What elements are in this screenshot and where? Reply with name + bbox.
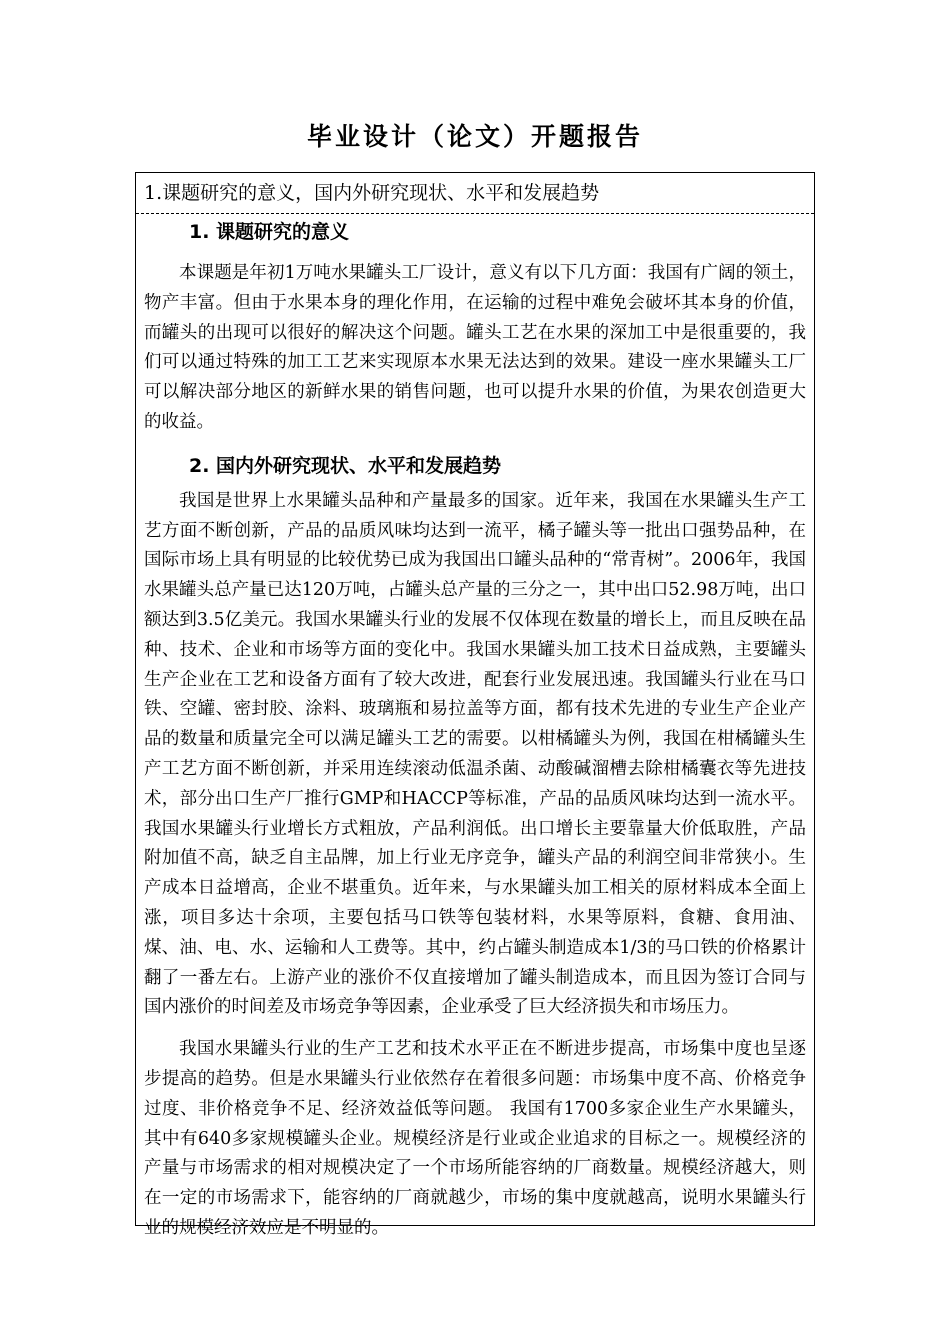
paragraph-research-status-1: 我国是世界上水果罐头品种和产量最多的国家。近年来，我国在水果罐头生产工艺方面不断创新，产品的品质风味均达到一流平，橘子罐头等一批出口强势品种，在国际市场上具有明显的比较优势已成为我国出口罐头品种的“常青树”。2006年，我国水果罐头总产量已达120万吨，占罐头总产量的三分之一，其中出口52.98万吨，出口额达到3.5亿美元。我国水果罐头行业的发展不仅体现在数量的增长上，而且反映在品种、技术、企业和市场等方面的变化中。我国水果罐头加工技术日益成熟，主要罐头生产企业在工艺和设备方面有了较大改进，配套行业发展迅速。我国罐头行业在马口铁、空罐、密封胶、涂料、玻璃瓶和易拉盖等方面，都有技术先进的专业生产企业产品的数量和质量完全可以满足罐头工艺的需要。以柑橘罐头为例，我国在柑橘罐头生产工艺方面不断创新，并采用连续滚动低温杀菌、动酸碱溜槽去除柑橘囊衣等先进技术，部分出口生产厂推行GMP和HACCP等标准，产品的品质风味均达到一流水平。我国水果罐头行业增长方式粗放，产品利润低。出口增长主要靠量大价低取胜，产品附加值不高，缺乏自主品牌，加上行业无序竞争，罐头产品的利润空间非常狭小。生产成本日益增高，企业不堪重负。近年来，与水果罐头加工相关的原材料成本全面上涨，项目多达十余项，主要包括马口铁等包装材料，水果等原料，食糖、食用油、煤、油、电、水、运输和人工费等。其中，约占罐头制造成本1/3的马口铁的价格累计翻了一番左右。上游产业的涨价不仅直接增加了罐头制造成本，而且因为签订合同与国内涨价的时间差及市场竞争等因素，企业承受了巨大经济损失和市场压力。 bbox=[144, 490, 806, 1018]
paragraph-significance: 本课题是年初1万吨水果罐头工厂设计，意义有以下几方面：我国有广阔的领土，物产丰富。但由于水果本身的理化作用，在运输的过程中难免会破坏其本身的价值，而罐头的出现可以很好的解决这个问题。罐头工艺在水果的深加工中是很重要的，我们可以通过特殊的加工工艺来实现原本水果无法达到的效果。建设一座水果罐头工厂可以解决部分地区的新鲜水果的销售问题，也可以提升水果的价值，为果农创造更大的收益。 bbox=[144, 263, 806, 432]
paragraph-research-status-2: 我国水果罐头行业的生产工艺和技术水平正在不断进步提高，市场集中度也呈逐步提高的趋势。但是水果罐头行业依然存在着很多问题：市场集中度不高、价格竞争过度、非价格竞争不足、经济效益低等问题。 我国有1700多家企业生产水果罐头，其中有640多家规模罐头企业。规模经济是行业或企业追求的目标之一。规模经济的产量与市场需求的相对规模决定了一个市场所能容纳的厂商数量。规模经济越大，则在一定的市场需求下，能容纳的厂商就越少，市场的集中度就越高，说明水果罐头行业的规模经济效应是不明显的。 bbox=[144, 1039, 806, 1238]
subsection-heading-research-status: 2. 国内外研究现状、水平和发展趋势 bbox=[189, 454, 502, 477]
page-title: 毕业设计（论文）开题报告 bbox=[306, 122, 643, 151]
section-header: 1.课题研究的意义，国内外研究现状、水平和发展趋势 bbox=[136, 173, 814, 214]
report-table bbox=[135, 172, 815, 1238]
subsection-heading-significance: 1. 课题研究的意义 bbox=[189, 221, 350, 243]
report-content bbox=[144, 217, 806, 1244]
